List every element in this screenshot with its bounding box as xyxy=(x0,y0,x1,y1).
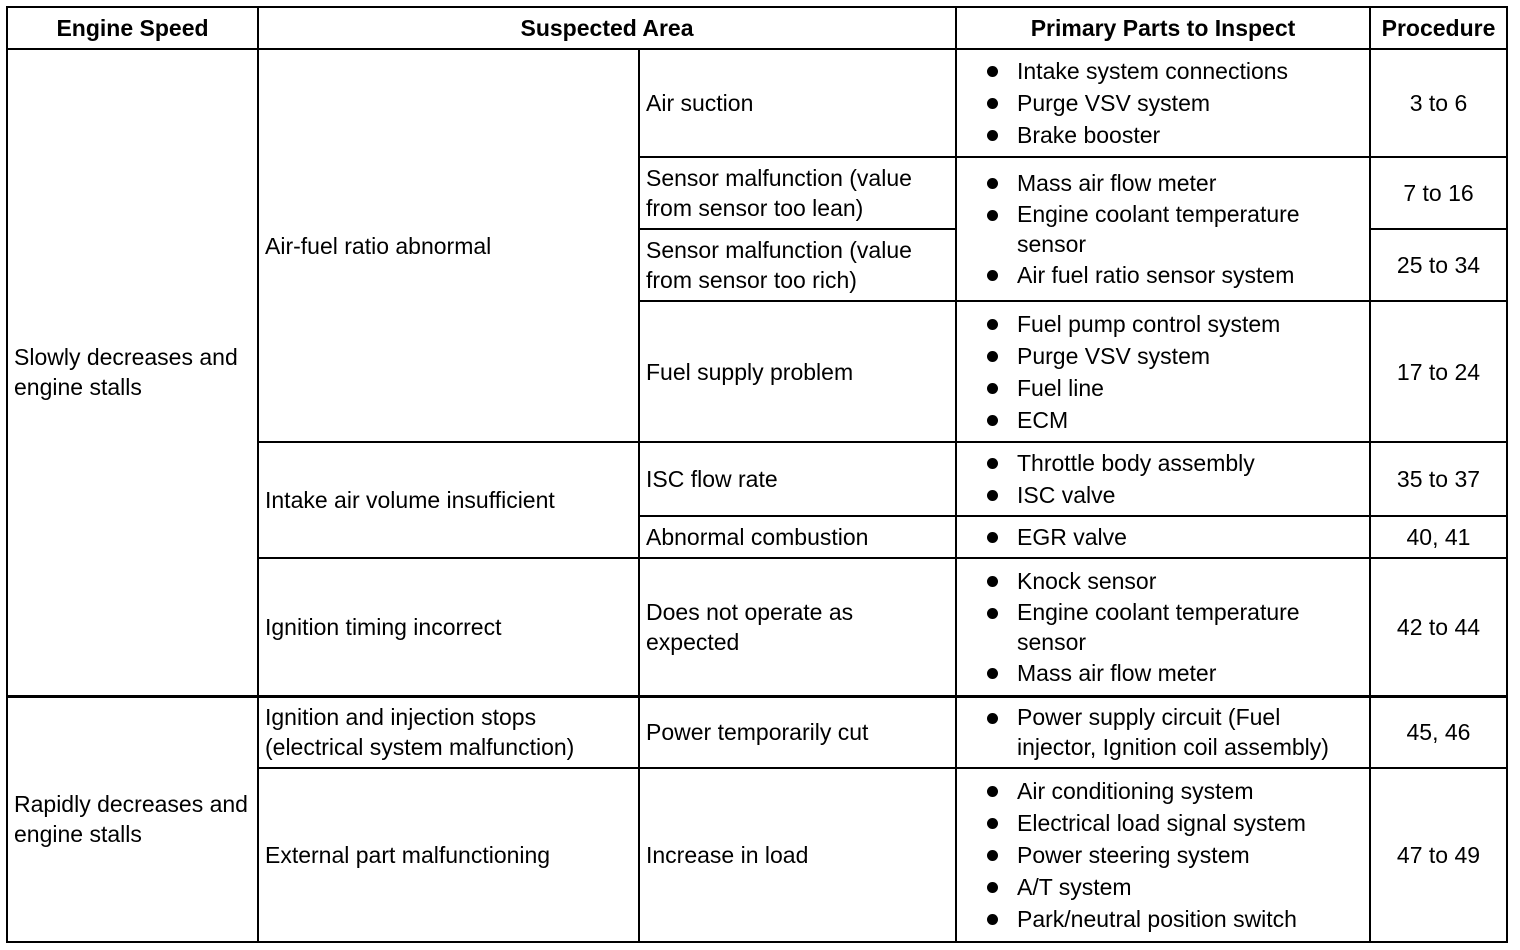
part-item: Power supply circuit (Fuel injector, Ignition coil assembly) xyxy=(981,702,1363,762)
sub-area-cell: Does not operate as expected xyxy=(639,558,956,696)
procedure-cell: 7 to 16 xyxy=(1370,157,1507,229)
engine-speed-cell: Rapidly decreases and engine stalls xyxy=(7,696,258,942)
troubleshooting-table xyxy=(6,6,1508,943)
parts-cell xyxy=(956,696,1370,768)
sub-area-cell: Abnormal combustion xyxy=(639,516,956,558)
part-item: Brake booster xyxy=(981,119,1363,151)
part-item: Fuel pump control system xyxy=(981,308,1363,340)
sub-area-cell: Air suction xyxy=(639,49,956,157)
suspected-area-cell: Air-fuel ratio abnormal xyxy=(258,49,639,442)
part-item: Engine coolant temperature sensor xyxy=(981,597,1363,657)
engine-speed-cell: Slowly decreases and engine stalls xyxy=(7,49,258,696)
part-item: Intake system connections xyxy=(981,55,1363,87)
sub-area-cell: Sensor malfunction (value from sensor too rich) xyxy=(639,229,956,301)
procedure-cell: 40, 41 xyxy=(1370,516,1507,558)
part-item: Air conditioning system xyxy=(981,775,1363,807)
part-item: Air fuel ratio sensor system xyxy=(981,259,1363,291)
part-item: Purge VSV system xyxy=(981,87,1363,119)
header-engine-speed: Engine Speed xyxy=(7,7,258,49)
part-item: Park/neutral position switch xyxy=(981,903,1363,935)
part-item: ISC valve xyxy=(981,479,1363,511)
part-item: Fuel line xyxy=(981,372,1363,404)
part-item: EGR valve xyxy=(981,521,1363,553)
parts-cell xyxy=(956,157,1370,301)
procedure-cell: 42 to 44 xyxy=(1370,558,1507,696)
sub-area-cell: ISC flow rate xyxy=(639,442,956,516)
part-item: Knock sensor xyxy=(981,565,1363,597)
sub-area-cell: Power temporarily cut xyxy=(639,696,956,768)
procedure-cell: 35 to 37 xyxy=(1370,442,1507,516)
sub-area-cell: Sensor malfunction (value from sensor too lean) xyxy=(639,157,956,229)
suspected-area-cell: Intake air volume insufficient xyxy=(258,442,639,558)
part-item: Mass air flow meter xyxy=(981,657,1363,689)
header-procedure: Procedure xyxy=(1370,7,1507,49)
parts-list xyxy=(963,167,1363,291)
header-row xyxy=(7,7,1507,49)
part-item: Power steering system xyxy=(981,839,1363,871)
procedure-cell: 3 to 6 xyxy=(1370,49,1507,157)
parts-cell xyxy=(956,49,1370,157)
suspected-area-cell: External part malfunctioning xyxy=(258,768,639,942)
sub-area-cell: Fuel supply problem xyxy=(639,301,956,442)
procedure-cell: 17 to 24 xyxy=(1370,301,1507,442)
parts-list xyxy=(963,702,1363,762)
parts-list xyxy=(963,521,1363,553)
parts-list xyxy=(963,565,1363,689)
part-item: Engine coolant temperature sensor xyxy=(981,199,1363,259)
part-item: ECM xyxy=(981,404,1363,436)
part-item: Mass air flow meter xyxy=(981,167,1363,199)
parts-cell xyxy=(956,558,1370,696)
parts-cell xyxy=(956,768,1370,942)
procedure-cell: 25 to 34 xyxy=(1370,229,1507,301)
suspected-area-cell: Ignition timing incorrect xyxy=(258,558,639,696)
header-suspected-area: Suspected Area xyxy=(258,7,956,49)
table-row xyxy=(7,49,1507,157)
part-item: Purge VSV system xyxy=(981,340,1363,372)
part-item: A/T system xyxy=(981,871,1363,903)
parts-list xyxy=(963,308,1363,436)
parts-list xyxy=(963,55,1363,151)
parts-list xyxy=(963,775,1363,935)
header-primary-parts: Primary Parts to Inspect xyxy=(956,7,1370,49)
part-item: Electrical load signal system xyxy=(981,807,1363,839)
procedure-cell: 47 to 49 xyxy=(1370,768,1507,942)
parts-cell xyxy=(956,516,1370,558)
suspected-area-cell: Ignition and injection stops (electrical system malfunction) xyxy=(258,696,639,768)
procedure-cell: 45, 46 xyxy=(1370,696,1507,768)
parts-cell xyxy=(956,301,1370,442)
sub-area-cell: Increase in load xyxy=(639,768,956,942)
part-item: Throttle body assembly xyxy=(981,447,1363,479)
parts-cell xyxy=(956,442,1370,516)
table-row xyxy=(7,696,1507,768)
parts-list xyxy=(963,447,1363,511)
